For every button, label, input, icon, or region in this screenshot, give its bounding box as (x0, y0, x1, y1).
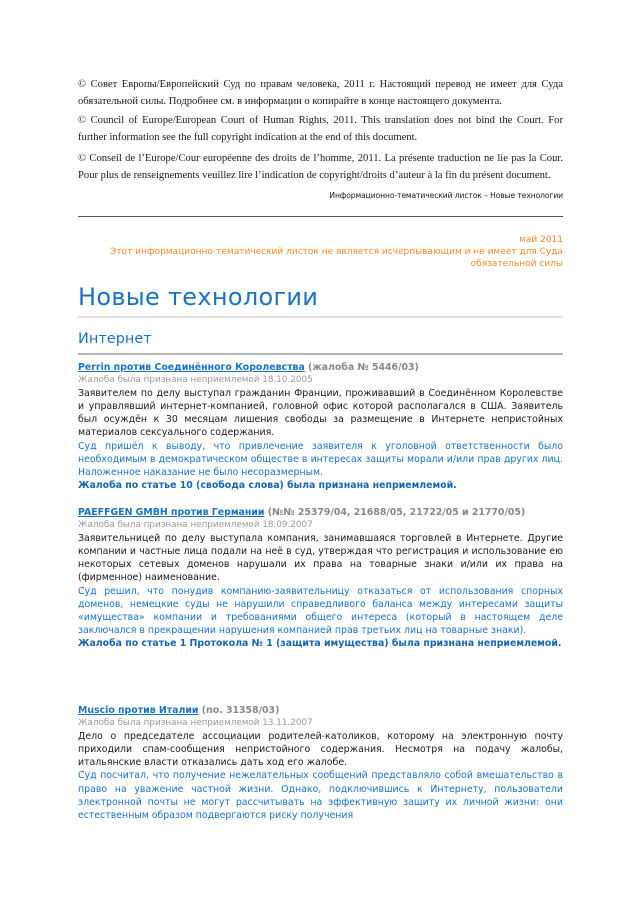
header-divider (78, 216, 563, 217)
publication-date: май 2011 (519, 235, 563, 245)
section-heading: Интернет (78, 331, 152, 347)
disclaimer: Этот информационно-тематический листок не является исчерпывающим и не имеет для Суда обязательной силы (110, 247, 563, 269)
case-reference: (№№ 25379/04, 21688/05, 21722/05 и 21770/05) (264, 507, 526, 518)
case-court-finding: Суд пришёл к выводу, что привлечение заявителя к уголовной ответственности было необходимым в демократическом обществе в интересах защиты морали и/или прав других лиц. Наложенное наказание не было несоразмерным. (78, 440, 563, 478)
case-court-finding: Суд посчитал, что получение нежелательных сообщений представляло собой вмешательство в право на уважение частной жизни. Однако, подключившись к Интернету, пользователи электронной почты не могут рассчитывать на эффективную защиту их личной жизни: они естественным образом подвергаются риску получения (78, 770, 563, 821)
section-divider (78, 353, 563, 355)
copyright-fr: © Conseil de l’Europe/Cour européenne des droits de l’homme, 2011. La présente traduction ne lie pas la Cour. Pour plus de renseignements veuillez lire l’indication de copyright/droits d’auteur à la fin du présent document. (78, 153, 563, 181)
case-facts: Заявительницей по делу выступала компания, занимавшаяся торговлей в Интернете. Другие компании и частные лица подали на неё в суд, утверждая что регистрация и использование ею некоторых сетевых доменов нарушали их права на товарные знаки и/или их права на (фирменное) наименование. (78, 533, 563, 584)
case-status: Жалоба была признана неприемлемой 18.10.2005 (78, 375, 313, 386)
page-title: Новые технологии (78, 283, 319, 311)
case-entry (78, 361, 563, 492)
case-heading (78, 704, 563, 717)
case-status: Жалоба была признана неприемлемой 18.09.2007 (78, 520, 313, 531)
title-divider (78, 316, 563, 318)
case-link[interactable]: PAEFFGEN GMBH против Германии (78, 507, 265, 518)
case-heading (78, 506, 563, 519)
case-link[interactable]: Perrin против Соединённого Королевства (78, 362, 305, 373)
case-verdict: Жалоба по статье 1 Протокола № 1 (защита имущества) была признана неприемлемой. (78, 637, 562, 649)
case-entry (78, 704, 563, 822)
case-reference: (жалоба № 5446/03) (304, 362, 419, 373)
case-facts: Заявителем по делу выступал гражданин Франции, проживавший в Соединённом Королевстве и управлявший интернет-компанией, головной офис которой располагался в США. Заявитель был осуждён к 30 месяцам лишения свободы за размещение в Интернете непристойных материалов сексуального содержания. (78, 388, 563, 439)
copyright-en: © Council of Europe/European Court of Human Rights, 2011. This translation does not bind the Court. For further information see the full copyright indication at the end of this document. (78, 115, 563, 143)
running-head: Информационно-тематический листок – Новые технологии (329, 191, 563, 200)
case-court-finding: Суд решил, что понудив компанию-заявительницу отказаться от использования спорных доменов, немецкие суды не нарушили справедливого баланса между интересами защиты «имущества» компании и требованиями общего интереса (который в настоящем деле заключался в прекращении нарушения компанией прав третьих лиц на товарные знаки). (78, 585, 563, 636)
case-heading (78, 361, 563, 374)
case-entry (78, 506, 563, 650)
case-reference: (no. 31358/03) (198, 705, 280, 716)
copyright-ru: © Совет Европы/Европейский Суд по правам человека, 2011 г. Настоящий перевод не имеет для Суда обязательной силы. Подробнее см. в информации о копирайте в конце настоящего документа. (78, 79, 563, 107)
case-verdict: Жалоба по статье 10 (свобода слова) была признана неприемлемой. (78, 479, 457, 491)
case-link[interactable]: Muscio против Италии (78, 705, 199, 716)
case-facts: Дело о председателе ассоциации родителей-католиков, которому на электронную почту приходили спам-сообщения непристойного содержания. Несмотря на подачу жалобы, итальянские власти отказались дать ход его жалобе. (78, 731, 563, 769)
case-status: Жалоба была признана неприемлемой 13.11.2007 (78, 718, 313, 729)
